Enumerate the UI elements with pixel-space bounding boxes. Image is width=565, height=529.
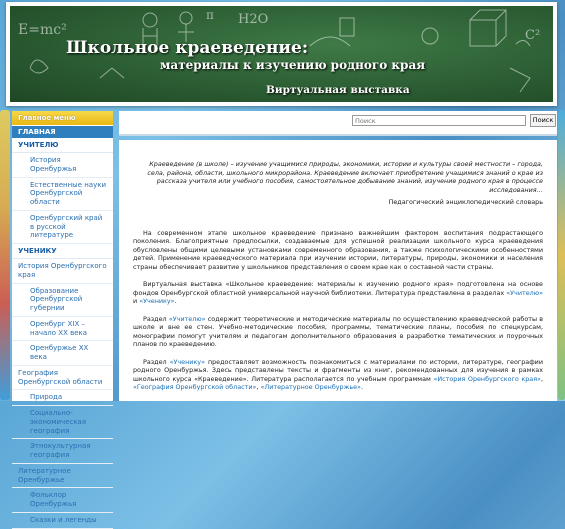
paragraph-text: предоставляет возможность познакомиться с материалами по истории, литературе, географии родного Оренбуржья. Здесь представлены тексты и фрагменты из книг, рекомендованных для изучения в рамках школьного курса «Краеведение». Литература располагается по учебным программам [133,357,543,383]
geography-program-link[interactable]: «География Оренбургской области» [133,383,257,392]
search-input[interactable] [352,115,526,126]
history-program-link[interactable]: «История Оренбургского края» [433,374,541,383]
exhibition-paragraph [133,280,543,306]
paragraph-text: Раздел [143,357,170,366]
menu-subitem[interactable]: Естественные науки Оренбургской области [12,178,113,211]
menu-subitem[interactable]: Природа [12,390,113,406]
paragraph-text: и [133,297,140,306]
menu-subitem[interactable]: Этнокультурная география [12,439,113,464]
intro-paragraph: На современном этапе школьное краеведение признано важнейшим фактором воспитания подрастающего поколения. Благоприятные предпосылки, создаваемые для успешной реализации школьного курса краеведения обусловлены общими целевыми установками современного образования, а также психологическими особенностями детей. Применение краеведческого материала при изучении истории, литературы, природы, экономики и населения страны обеспечивает развитие у школьников представления о своем крае как о составной части страны. [133,228,543,271]
main-menu [12,111,113,524]
teacher-link[interactable]: «Учителю» [506,288,543,297]
chalk-formula: C² [525,28,541,43]
menu-subitem[interactable]: Фольклор Оренбуржья [12,488,113,513]
menu-subitem[interactable]: Оренбургский край в русской литературе [12,211,113,244]
teacher-link[interactable]: «Учителю» [168,314,206,323]
epigraph-source: Педагогический энциклопедический словарь [388,198,543,207]
menu-subitem[interactable]: Оренбуржье XX века [12,341,113,366]
paragraph-text: Виртуальная выставка «Школьное краеведение: материалы к изучению родного края» подготовлена на основе фондов Оренбургской областной универсальной научной библиотеки. Литература представлена в разделах [133,280,543,297]
menu-item-home[interactable]: ГЛАВНАЯ [12,125,113,138]
chalk-formula: π [206,8,214,22]
epigraph-quote: Краеведение (в школе) – изучение учащимися природы, экономики, истории и культуры своей местности – города, села, района, области, школьного микрорайона. Краеведение включает приобретение учащимися знаний о крае из рассказа учителя или учебного пособия, самостоятельное добывание знаний, изучение родного края в процессе исследования… [147,160,543,194]
student-section-paragraph [133,358,543,392]
paragraph-text: содержит теоретические и методические материалы по осуществлению краеведческой работы в школе и вне ее стен. Учебно-методические пособия, программы, тематические планы, пособия по спецкурсам, монографии помогут учителям и педагогам дополнительного образования в разработке тематических и поурочных планов по краеведению. [133,314,543,349]
menu-subitem[interactable]: География Оренбургской области [12,366,113,391]
menu-item-teacher[interactable]: УЧИТЕЛЮ [12,138,113,153]
paragraph-text: . [360,383,364,392]
site-subtitle: материалы к изучению родного края [160,58,426,72]
chalk-formula: H2O [238,12,269,27]
site-header [6,2,557,106]
student-link[interactable]: «Ученику» [139,297,175,306]
background-decoration [0,110,10,400]
menu-title: Главное меню [12,111,113,125]
site-title: Школьное краеведение: [66,38,309,58]
student-link[interactable]: «Ученику» [169,357,205,366]
menu-subitem[interactable]: Социально-экономическая география [12,406,113,439]
literature-program-link[interactable]: «Литературное Оренбуржье» [260,383,361,392]
menu-subitem[interactable]: Образование Оренбургской губернии [12,284,113,317]
paragraph-text: Раздел [143,314,169,323]
menu-subitem[interactable]: Оренбург XIX –начало XX века [12,317,113,342]
main-content [119,140,557,401]
paragraph-text: . [174,297,177,306]
paragraph-text: , [540,374,543,383]
paragraph-text: , [256,383,261,392]
menu-item-student[interactable]: УЧЕНИКУ [12,244,113,259]
menu-subitem[interactable]: История Оренбургского края [12,259,113,284]
search-bar [119,111,557,136]
background-decoration [558,110,565,400]
chalk-formula: E=mc² [18,22,67,38]
search-button[interactable]: Поиск [530,114,556,127]
menu-subitem[interactable]: Сказки и легенды [12,513,113,529]
menu-subitem[interactable]: Литературное Оренбуржье [12,464,113,489]
menu-subitem[interactable]: История Оренбуржья [12,153,113,178]
chalkboard-banner [10,6,553,102]
teacher-section-paragraph [133,315,543,349]
exhibition-label: Виртуальная выставка [266,84,410,96]
